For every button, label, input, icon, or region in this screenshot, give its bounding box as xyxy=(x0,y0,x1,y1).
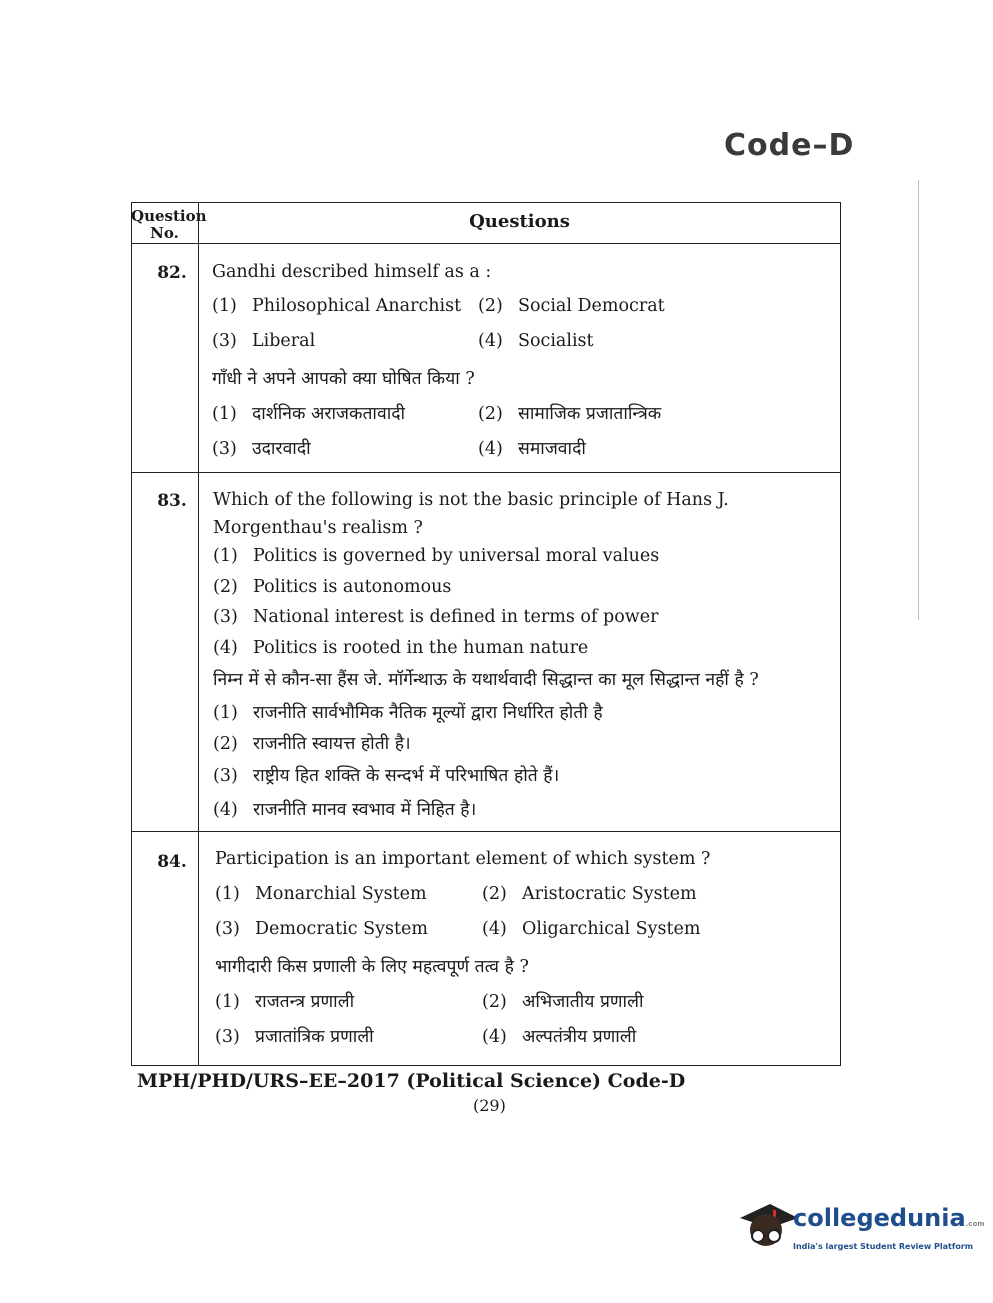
option: (1) Philosophical Anarchist xyxy=(212,296,462,316)
option: (3) Liberal xyxy=(212,331,316,351)
footer-title: MPH/PHD/URS–EE–2017 (Political Science) Code-D xyxy=(137,1070,686,1092)
option: (2) सामाजिक प्रजातान्त्रिक xyxy=(478,404,662,424)
option: (4) Oligarchical System xyxy=(482,919,701,939)
option: (4) समाजवादी xyxy=(478,439,586,459)
option: (3) उदारवादी xyxy=(212,439,311,459)
question-number: 82. xyxy=(157,263,187,283)
question-number: 84. xyxy=(157,852,187,872)
page-number: (29) xyxy=(473,1096,506,1115)
option: (2) Politics is autonomous xyxy=(213,577,452,597)
question-text-hi: निम्न में से कौन-सा हैंस जे. मॉर्गेन्थाऊ के यथार्थवादी सिद्धान्त का मूल सिद्धान्त नहीं है ? xyxy=(213,670,759,690)
option: (1) Politics is governed by universal moral values xyxy=(213,546,660,566)
option: (3) National interest is defined in terms of power xyxy=(213,607,659,627)
option: (1) दार्शनिक अराजकतावादी xyxy=(212,404,406,424)
question-text-en: Which of the following is not the basic principle of Hans J. Morgenthau's realism ? xyxy=(213,490,729,538)
option: (4) Socialist xyxy=(478,331,594,351)
option: (1) राजनीति सार्वभौमिक नैतिक मूल्यों द्वारा निर्धारित होती है xyxy=(213,703,603,723)
row-divider xyxy=(131,831,841,832)
option: (2) Social Democrat xyxy=(478,296,665,316)
logo-text: collegedunia.com xyxy=(793,1204,985,1232)
question-text-en: Gandhi described himself as a : xyxy=(212,262,492,282)
question-number: 83. xyxy=(157,491,187,511)
option: (3) Democratic System xyxy=(215,919,428,939)
option: (4) अल्पतंत्रीय प्रणाली xyxy=(482,1027,637,1047)
option: (4) राजनीति मानव स्वभाव में निहित है। xyxy=(213,800,477,820)
scan-edge-line xyxy=(918,180,919,620)
option: (1) राजतन्त्र प्रणाली xyxy=(215,992,355,1012)
question-text-en: Participation is an important element of which system ? xyxy=(215,849,711,869)
row-divider xyxy=(131,472,841,473)
option: (4) Politics is rooted in the human nature xyxy=(213,638,589,658)
option: (1) Monarchial System xyxy=(215,884,427,904)
question-text-hi: गाँधी ने अपने आपको क्या घोषित किया ? xyxy=(212,369,475,389)
option: (3) प्रजातांत्रिक प्रणाली xyxy=(215,1027,374,1047)
option: (3) राष्ट्रीय हित शक्ति के सन्दर्भ में परिभाषित होते हैं। xyxy=(213,766,560,786)
question-text-hi: भागीदारी किस प्रणाली के लिए महत्वपूर्ण तत्व है ? xyxy=(215,957,529,977)
logo-tagline: India's largest Student Review Platform xyxy=(793,1242,974,1251)
row-divider xyxy=(131,243,841,244)
header-question-no: Question No. xyxy=(131,207,207,242)
option: (2) राजनीति स्वायत्त होती है। xyxy=(213,734,411,754)
paper-code: Code–D xyxy=(724,128,855,163)
column-divider xyxy=(198,202,199,1066)
option: (2) अभिजातीय प्रणाली xyxy=(482,992,644,1012)
option: (2) Aristocratic System xyxy=(482,884,697,904)
header-questions: Questions xyxy=(469,211,570,232)
